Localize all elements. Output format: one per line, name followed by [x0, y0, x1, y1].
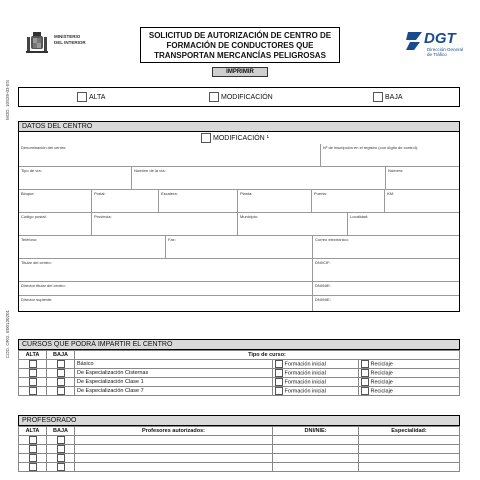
fax-field[interactable]: Fax: [166, 236, 313, 259]
table-row [19, 453, 460, 462]
profesor-baja-checkbox[interactable] [57, 445, 65, 453]
reciclaje-checkbox[interactable] [361, 360, 369, 368]
profesor-name-input[interactable] [75, 462, 273, 471]
profesor-dni-input[interactable] [273, 435, 359, 444]
profesor-especialidad-input[interactable] [359, 435, 460, 444]
profesor-alta-checkbox[interactable] [29, 463, 37, 471]
profesor-baja-checkbox[interactable] [57, 454, 65, 462]
col-tipo-curso: Tipo de curso: [75, 351, 460, 360]
curso-baja-checkbox[interactable] [57, 360, 65, 368]
profesor-especialidad-input[interactable] [359, 462, 460, 471]
profesor-name-input[interactable] [75, 444, 273, 453]
centro-section-title: DATOS DEL CENTRO [18, 121, 460, 132]
modificacion-option[interactable]: MODIFICACIÓN [209, 92, 273, 102]
formacion-checkbox[interactable] [275, 360, 283, 368]
alta-checkbox[interactable] [77, 92, 87, 102]
curso-name: De Especialización Clase 1 [75, 377, 273, 386]
profesor-name-input[interactable] [75, 435, 273, 444]
col-baja: BAJA [47, 351, 75, 360]
reciclaje-checkbox[interactable] [361, 387, 369, 395]
table-row [19, 444, 460, 453]
modificacion-checkbox[interactable] [209, 92, 219, 102]
inscripcion-field[interactable]: Nº de inscripción en el registro (con dígito de control): [321, 144, 459, 167]
profesor-baja-checkbox[interactable] [57, 436, 65, 444]
table-row [19, 462, 460, 471]
profesor-alta-checkbox[interactable] [29, 445, 37, 453]
formacion-checkbox[interactable] [275, 369, 283, 377]
cursos-table [18, 350, 460, 396]
profesor-dni-input[interactable] [273, 444, 359, 453]
curso-name: Básico [75, 359, 273, 368]
baja-option[interactable]: BAJA [373, 92, 403, 102]
table-row: Básico Formación inicial Reciclaje [19, 359, 460, 368]
titular-dni-field[interactable]: DNI/CIF: [313, 259, 459, 282]
form-title: SOLICITUD DE AUTORIZACIÓN DE CENTRO DE FORMACIÓN DE CONDUCTORES QUE TRANSPORTAN MERCANCÍAS PELIGROSAS [140, 27, 340, 63]
profesor-name-input[interactable] [75, 453, 273, 462]
table-row: De Especialización Cisternas Formación inicial Reciclaje [19, 368, 460, 377]
director-titular-dni-field[interactable]: DNI/NIE: [313, 282, 459, 296]
org-code: COD. ORG. E00130201 [5, 310, 10, 359]
numero-field[interactable]: Número: [386, 167, 459, 190]
baja-checkbox[interactable] [373, 92, 383, 102]
denominacion-field[interactable]: Denominación del centro: [19, 144, 321, 167]
localidad-field[interactable]: Localidad: [348, 213, 459, 236]
curso-alta-checkbox[interactable] [29, 369, 37, 377]
centro-modificacion-checkbox[interactable] [201, 133, 211, 143]
col-baja: BAJA [47, 427, 75, 436]
titular-field[interactable]: Titular del centro: [19, 259, 313, 282]
profesorado-section [18, 415, 460, 472]
centro-modificacion-option[interactable]: MODIFICACIÓN ¹ [201, 133, 269, 143]
cursos-header-row [19, 351, 460, 360]
profesor-especialidad-input[interactable] [359, 444, 460, 453]
print-button[interactable]: IMPRIMIR [212, 67, 268, 77]
table-row: De Especialización Clase 7 Formación inicial Reciclaje [19, 386, 460, 395]
col-especialidad: Especialidad: [359, 427, 460, 436]
formacion-checkbox[interactable] [275, 378, 283, 386]
alta-option[interactable]: ALTA [77, 92, 105, 102]
dgt-subtitle: Dirección General de Tráfico [427, 47, 464, 57]
correo-field[interactable]: Correo electrónico: [313, 236, 459, 259]
cursos-section-title: CURSOS QUE PODRÁ IMPARTIR EL CENTRO [18, 339, 460, 350]
director-suplente-dni-field[interactable]: DNI/NIE: [315, 297, 331, 302]
cursos-section [18, 339, 460, 396]
telefono-field[interactable]: Teléfono: [19, 236, 166, 259]
curso-alta-checkbox[interactable] [29, 387, 37, 395]
nombre-via-field[interactable]: Nombre de la vía: [132, 167, 386, 190]
curso-alta-checkbox[interactable] [29, 360, 37, 368]
profesorado-table [18, 426, 460, 472]
director-titular-field[interactable]: Director titular del centro: [19, 282, 313, 296]
profesor-alta-checkbox[interactable] [29, 454, 37, 462]
centro-section [18, 121, 460, 312]
bloque-field[interactable]: Bloque: [19, 190, 92, 213]
formacion-checkbox[interactable] [275, 387, 283, 395]
ministry-name: MINISTERIO DEL INTERIOR [54, 34, 86, 45]
provincia-field[interactable]: Provincia: [92, 213, 238, 236]
coat-of-arms-icon [24, 30, 50, 56]
model-code: MOD. 10S39-03-ES [5, 80, 10, 121]
profesorado-section-title: PROFESORADO [18, 415, 460, 426]
col-profesores: Profesores autorizados: [75, 427, 273, 436]
profesor-baja-checkbox[interactable] [57, 463, 65, 471]
municipio-field[interactable]: Municipio: [238, 213, 348, 236]
svg-text:DGT: DGT [424, 30, 456, 47]
col-alta: ALTA [19, 351, 47, 360]
centro-grid [18, 132, 460, 312]
escalera-field[interactable]: Escalera: [159, 190, 238, 213]
curso-name: De Especialización Cisternas [75, 368, 273, 377]
curso-name: De Especialización Clase 7 [75, 386, 273, 395]
curso-baja-checkbox[interactable] [57, 369, 65, 377]
km-field[interactable]: KM: [385, 190, 459, 213]
profesor-dni-input[interactable] [273, 453, 359, 462]
reciclaje-checkbox[interactable] [361, 369, 369, 377]
table-row [19, 435, 460, 444]
request-type-box [18, 87, 460, 107]
codigo-postal-field[interactable]: Código postal: [19, 213, 92, 236]
tipo-via-field[interactable]: Tipo de vía: [19, 167, 132, 190]
profesor-alta-checkbox[interactable] [29, 436, 37, 444]
planta-field[interactable]: Planta: [238, 190, 312, 213]
curso-alta-checkbox[interactable] [29, 378, 37, 386]
curso-baja-checkbox[interactable] [57, 387, 65, 395]
profesor-especialidad-input[interactable] [359, 453, 460, 462]
profesorado-header-row [19, 427, 460, 436]
profesor-dni-input[interactable] [273, 462, 359, 471]
director-suplente-field[interactable]: Director suplente: [19, 296, 313, 311]
puerta-field[interactable]: Puerta: [312, 190, 385, 213]
curso-baja-checkbox[interactable] [57, 378, 65, 386]
col-alta: ALTA [19, 427, 47, 436]
col-dni: DNI/NIE: [273, 427, 359, 436]
table-row: De Especialización Clase 1 Formación inicial Reciclaje [19, 377, 460, 386]
reciclaje-checkbox[interactable] [361, 378, 369, 386]
portal-field[interactable]: Portal: [92, 190, 159, 213]
